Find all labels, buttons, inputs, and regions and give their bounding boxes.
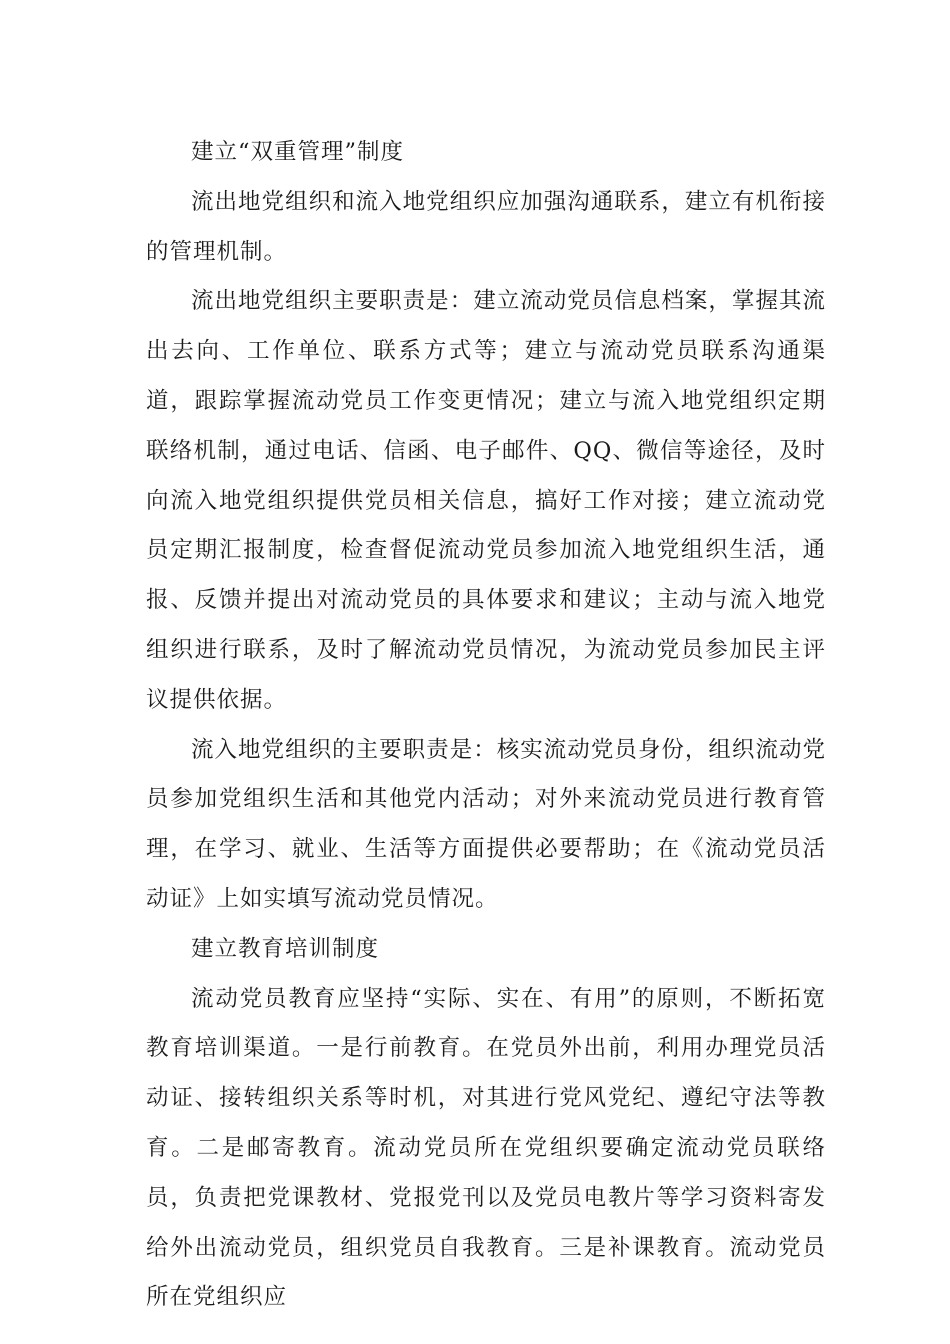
document-body <box>146 128 826 1323</box>
paragraph-inflow-duties: 流入地党组织的主要职责是：核实流动党员身份，组织流动党员参加党组织生活和其他党内活动；对外来流动党员进行教育管理，在学习、就业、生活等方面提供必要帮助；在《流动党员活动证》上如实填写流动党员情况。 <box>146 736 826 912</box>
paragraph-education: 流动党员教育应坚持“实际、实在、有用”的原则，不断拓宽教育培训渠道。一是行前教育。在党员外出前，利用办理党员活动证、接转组织关系等时机，对其进行党风党纪、遵纪守法等教育。二是邮寄教育。流动党员所在党组织要确定流动党员联络员，负责把党课教材、党报党刊以及党员电教片等学习资料寄发给外出流动党员，组织党员自我教育。三是补课教育。流动党员所在党组织应 <box>146 985 826 1311</box>
section-heading-education-training: 建立教育培训制度 <box>191 935 380 962</box>
paragraph-outflow-duties: 流出地党组织主要职责是：建立流动党员信息档案，掌握其流出去向、工作单位、联系方式等；建立与流动党员联系沟通渠道，跟踪掌握流动党员工作变更情况；建立与流入地党组织定期联络机制，通过电话、信函、电子邮件、QQ、微信等途径，及时向流入地党组织提供党员相关信息，搞好工作对接；建立流动党员定期汇报制度，检查督促流动党员参加流入地党组织生活，通报、反馈并提出对流动党员的具体要求和建议；主动与流入地党组织进行联系，及时了解流动党员情况，为流动党员参加民主评议提供依据。 <box>146 288 826 713</box>
section-heading-dual-management: 建立“双重管理”制度 <box>191 139 405 165</box>
paragraph-communication: 流出地党组织和流入地党组织应加强沟通联系，建立有机衔接的管理机制。 <box>146 188 826 265</box>
